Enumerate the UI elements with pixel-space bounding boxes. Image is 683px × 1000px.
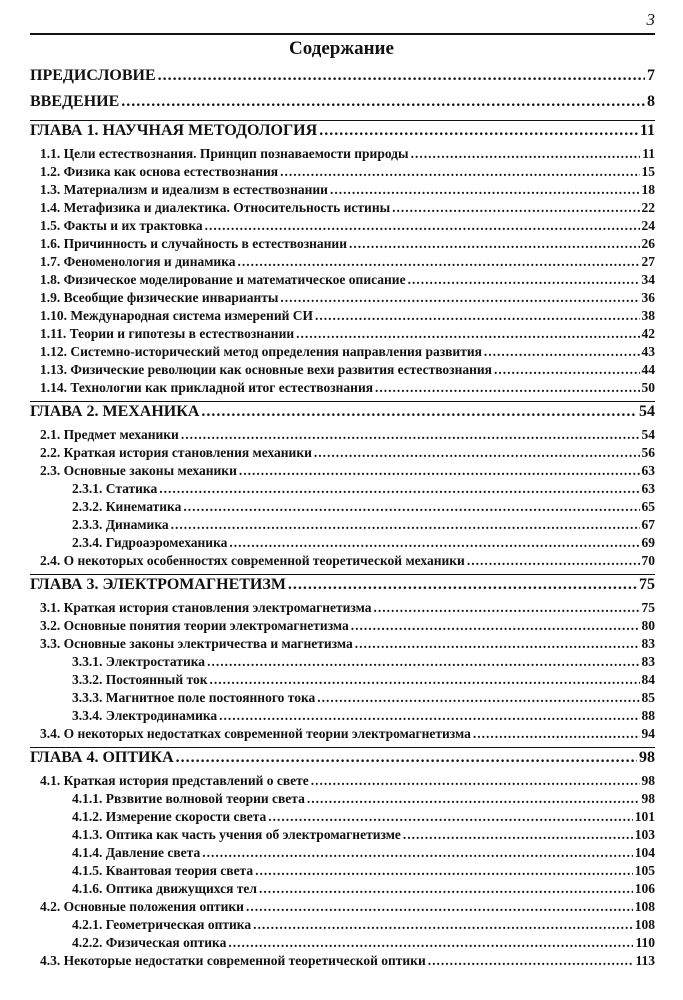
entry-page: 104 xyxy=(634,845,655,860)
entry-title: 3.3.4. Электродинамика xyxy=(72,708,218,723)
dot-leader xyxy=(259,882,633,896)
entry-page: 54 xyxy=(639,403,655,420)
entry-page: 88 xyxy=(641,708,655,723)
toc-section-entry xyxy=(30,954,655,972)
dot-leader xyxy=(467,554,640,568)
chapter-divider xyxy=(30,574,655,575)
entry-title: ПРЕДИСЛОВИЕ xyxy=(30,67,156,84)
dot-leader xyxy=(307,792,640,806)
dot-leader xyxy=(238,255,640,269)
entry-title: 1.12. Системно-исторический метод определения направления развития xyxy=(40,344,482,359)
toc-chapter-entry xyxy=(30,404,655,428)
toc-section-entry xyxy=(30,219,655,237)
dot-leader xyxy=(253,918,633,932)
entry-title: 1.6. Причинность и случайность в естествознании xyxy=(40,236,347,251)
entry-page: 105 xyxy=(634,863,655,878)
entry-title: 4.1.6. Оптика движущихся тел xyxy=(72,881,257,896)
dot-leader xyxy=(183,500,639,514)
toc-section-entry xyxy=(30,900,655,918)
dot-leader xyxy=(330,183,640,197)
entry-page: 18 xyxy=(641,182,655,197)
toc-section-entry xyxy=(30,183,655,201)
entry-title: 3.3.1. Электростатика xyxy=(72,654,206,669)
entry-title: 1.3. Материализм и идеализм в естествознании xyxy=(40,182,328,197)
dot-leader xyxy=(159,482,639,496)
entry-page: 94 xyxy=(641,726,655,741)
entry-title: 1.5. Факты и их трактовка xyxy=(40,218,203,233)
entry-page: 83 xyxy=(641,636,655,651)
entry-page: 42 xyxy=(641,326,655,341)
toc-subsection-entry xyxy=(30,846,655,864)
entry-page: 70 xyxy=(641,553,655,568)
toc-subsection-entry xyxy=(30,882,655,900)
toc-front-entry xyxy=(30,68,655,92)
dot-leader xyxy=(392,201,639,215)
entry-title: 2.3.4. Гидроаэромеханика xyxy=(72,535,228,550)
dot-leader xyxy=(288,577,637,593)
entry-page: 101 xyxy=(634,809,655,824)
entry-title: 3.3.2. Постоянный ток xyxy=(72,672,208,687)
toc-subsection-entry xyxy=(30,709,655,727)
entry-page: 26 xyxy=(641,236,655,251)
dot-leader xyxy=(411,147,641,161)
entry-page: 15 xyxy=(641,164,655,179)
entry-title: 4.1.1. Рвзвитие волновой теории света xyxy=(72,791,305,806)
entry-page: 80 xyxy=(641,618,655,633)
toc-section-entry xyxy=(30,291,655,309)
toc-section-entry xyxy=(30,165,655,183)
toc-section-entry xyxy=(30,464,655,482)
entry-page: 113 xyxy=(635,953,655,968)
toc-subsection-entry xyxy=(30,936,655,954)
entry-page: 34 xyxy=(641,272,655,287)
entry-page: 84 xyxy=(641,672,655,687)
dot-leader xyxy=(246,900,633,914)
entry-title: 1.1. Цели естествознания. Принцип познаваемости природы xyxy=(40,146,409,161)
dot-leader xyxy=(473,727,640,741)
entry-page: 50 xyxy=(641,380,655,395)
entry-page: 103 xyxy=(634,827,655,842)
entry-title: 2.3. Основные законы механики xyxy=(40,463,237,478)
entry-title: ГЛАВА 2. МЕХАНИКА xyxy=(30,403,200,420)
toc-section-entry xyxy=(30,345,655,363)
chapter-divider xyxy=(30,401,655,402)
entry-title: 4.1. Краткая история представлений о свете xyxy=(40,773,309,788)
dot-leader xyxy=(349,237,640,251)
dot-leader xyxy=(319,123,638,139)
entry-title: 1.9. Всеобщие физические инварианты xyxy=(40,290,279,305)
entry-page: 24 xyxy=(641,218,655,233)
toc-section-entry xyxy=(30,273,655,291)
entry-page: 54 xyxy=(641,427,655,442)
entry-page: 98 xyxy=(639,749,655,766)
toc-subsection-entry xyxy=(30,918,655,936)
header-rule xyxy=(30,33,655,35)
dot-leader xyxy=(255,864,633,878)
entry-title: 4.2.2. Физическая оптика xyxy=(72,935,227,950)
toc-section-entry xyxy=(30,255,655,273)
toc-subsection-entry xyxy=(30,673,655,691)
entry-page: 63 xyxy=(641,481,655,496)
entry-page: 83 xyxy=(641,654,655,669)
entry-title: 1.10. Международная система измерений СИ xyxy=(40,308,314,323)
dot-leader xyxy=(484,345,640,359)
dot-leader xyxy=(202,846,633,860)
entry-page: 27 xyxy=(641,254,655,269)
entry-title: 4.1.2. Измерение скорости света xyxy=(72,809,267,824)
entry-page: 11 xyxy=(642,146,655,161)
dot-leader xyxy=(311,774,640,788)
entry-page: 63 xyxy=(641,463,655,478)
entry-page: 75 xyxy=(639,576,655,593)
entry-page: 85 xyxy=(641,690,655,705)
dot-leader xyxy=(205,219,640,233)
page-number: 3 xyxy=(646,10,655,29)
entry-title: 2.2. Краткая история становления механики xyxy=(40,445,312,460)
dot-leader xyxy=(158,68,645,84)
toc-section-entry xyxy=(30,363,655,381)
entry-page: 36 xyxy=(641,290,655,305)
entry-title: 3.4. О некоторых недостатках современной теории электромагнетизма xyxy=(40,726,471,741)
entry-page: 108 xyxy=(634,899,655,914)
toc-subsection-entry xyxy=(30,792,655,810)
toc-chapter-entry xyxy=(30,577,655,601)
entry-page: 69 xyxy=(641,535,655,550)
toc-section-entry xyxy=(30,428,655,446)
dot-leader xyxy=(228,936,633,950)
page-title: Содержание xyxy=(289,38,394,59)
dot-leader xyxy=(171,518,640,532)
toc-section-entry xyxy=(30,446,655,464)
entry-title: ГЛАВА 3. ЭЛЕКТРОМАГНЕТИЗМ xyxy=(30,576,286,593)
entry-page: 44 xyxy=(641,362,655,377)
table-of-contents xyxy=(30,68,655,972)
entry-title: 4.2.1. Геометрическая оптика xyxy=(72,917,252,932)
entry-title: 1.13. Физические революции как основные вехи развития естествознания xyxy=(40,362,492,377)
dot-leader xyxy=(268,810,632,824)
toc-section-entry xyxy=(30,637,655,655)
entry-page: 65 xyxy=(641,499,655,514)
toc-section-entry xyxy=(30,237,655,255)
toc-chapter-entry xyxy=(30,750,655,774)
toc-section-entry xyxy=(30,309,655,327)
entry-page: 56 xyxy=(641,445,655,460)
dot-leader xyxy=(280,291,639,305)
toc-subsection-entry xyxy=(30,828,655,846)
chapter-divider xyxy=(30,120,655,121)
toc-section-entry xyxy=(30,381,655,399)
toc-subsection-entry xyxy=(30,536,655,554)
entry-page: 98 xyxy=(641,791,655,806)
entry-page: 7 xyxy=(647,67,655,84)
entry-title: 2.4. О некоторых особенностях современной теоретической механики xyxy=(40,553,465,568)
entry-title: 1.14. Технологии как прикладной итог естествознания xyxy=(40,380,374,395)
toc-subsection-entry xyxy=(30,518,655,536)
entry-title: 3.2. Основные понятия теории электромагнетизма xyxy=(40,618,349,633)
entry-page: 11 xyxy=(639,122,655,139)
entry-title: 4.1.5. Квантовая теория света xyxy=(72,863,254,878)
entry-title: 4.1.3. Оптика как часть учения об электромагнетизме xyxy=(72,827,401,842)
entry-title: 2.3.3. Динамика xyxy=(72,517,169,532)
toc-subsection-entry xyxy=(30,864,655,882)
entry-title: 4.3. Некоторые недостатки современной теоретической оптики xyxy=(40,953,426,968)
entry-title: 3.1. Краткая история становления электромагнетизма xyxy=(40,600,372,615)
dot-leader xyxy=(121,94,645,110)
entry-title: ГЛАВА 4. ОПТИКА xyxy=(30,749,174,766)
dot-leader xyxy=(428,954,634,968)
dot-leader xyxy=(374,601,640,615)
toc-subsection-entry xyxy=(30,810,655,828)
entry-page: 108 xyxy=(634,917,655,932)
entry-page: 106 xyxy=(634,881,655,896)
entry-title: 1.4. Метафизика и диалектика. Относительность истины xyxy=(40,200,391,215)
toc-subsection-entry xyxy=(30,691,655,709)
toc-section-entry xyxy=(30,554,655,572)
entry-page: 43 xyxy=(641,344,655,359)
dot-leader xyxy=(355,637,640,651)
entry-page: 67 xyxy=(641,517,655,532)
dot-leader xyxy=(280,165,639,179)
toc-section-entry xyxy=(30,727,655,745)
dot-leader xyxy=(494,363,640,377)
entry-title: 3.3. Основные законы электричества и магнетизма xyxy=(40,636,353,651)
dot-leader xyxy=(219,709,639,723)
dot-leader xyxy=(181,428,640,442)
entry-page: 22 xyxy=(641,200,655,215)
toc-section-entry xyxy=(30,147,655,165)
dot-leader xyxy=(201,404,637,420)
entry-title: 2.1. Предмет механики xyxy=(40,427,179,442)
entry-page: 110 xyxy=(635,935,655,950)
toc-subsection-entry xyxy=(30,482,655,500)
entry-page: 98 xyxy=(641,773,655,788)
dot-leader xyxy=(296,327,639,341)
entry-title: 1.7. Феноменология и динамика xyxy=(40,254,236,269)
dot-leader xyxy=(403,828,633,842)
entry-page: 75 xyxy=(641,600,655,615)
dot-leader xyxy=(315,309,639,323)
toc-subsection-entry xyxy=(30,500,655,518)
dot-leader xyxy=(209,673,639,687)
toc-section-entry xyxy=(30,327,655,345)
dot-leader xyxy=(351,619,640,633)
dot-leader xyxy=(239,464,640,478)
entry-title: ГЛАВА 1. НАУЧНАЯ МЕТОДОЛОГИЯ xyxy=(30,122,318,139)
entry-title: 1.8. Физическое моделирование и математическое описание xyxy=(40,272,406,287)
entry-title: 1.2. Физика как основа естествознания xyxy=(40,164,279,179)
toc-front-entry xyxy=(30,94,655,118)
chapter-divider xyxy=(30,747,655,748)
dot-leader xyxy=(229,536,639,550)
toc-section-entry xyxy=(30,601,655,619)
entry-title: 2.3.2. Кинематика xyxy=(72,499,182,514)
entry-page: 8 xyxy=(647,93,655,110)
toc-section-entry xyxy=(30,201,655,219)
entry-title: 4.1.4. Давление света xyxy=(72,845,201,860)
entry-title: ВВЕДЕНИЕ xyxy=(30,93,120,110)
entry-title: 3.3.3. Магнитное поле постоянного тока xyxy=(72,690,316,705)
entry-title: 2.3.1. Статика xyxy=(72,481,158,496)
entry-title: 4.2. Основные положения оптики xyxy=(40,899,244,914)
toc-section-entry xyxy=(30,619,655,637)
dot-leader xyxy=(176,750,637,766)
dot-leader xyxy=(408,273,640,287)
dot-leader xyxy=(317,691,639,705)
toc-subsection-entry xyxy=(30,655,655,673)
dot-leader xyxy=(375,381,639,395)
entry-page: 38 xyxy=(641,308,655,323)
toc-section-entry xyxy=(30,774,655,792)
dot-leader xyxy=(207,655,639,669)
toc-chapter-entry xyxy=(30,123,655,147)
dot-leader xyxy=(314,446,640,460)
entry-title: 1.11. Теории и гипотезы в естествознании xyxy=(40,326,295,341)
